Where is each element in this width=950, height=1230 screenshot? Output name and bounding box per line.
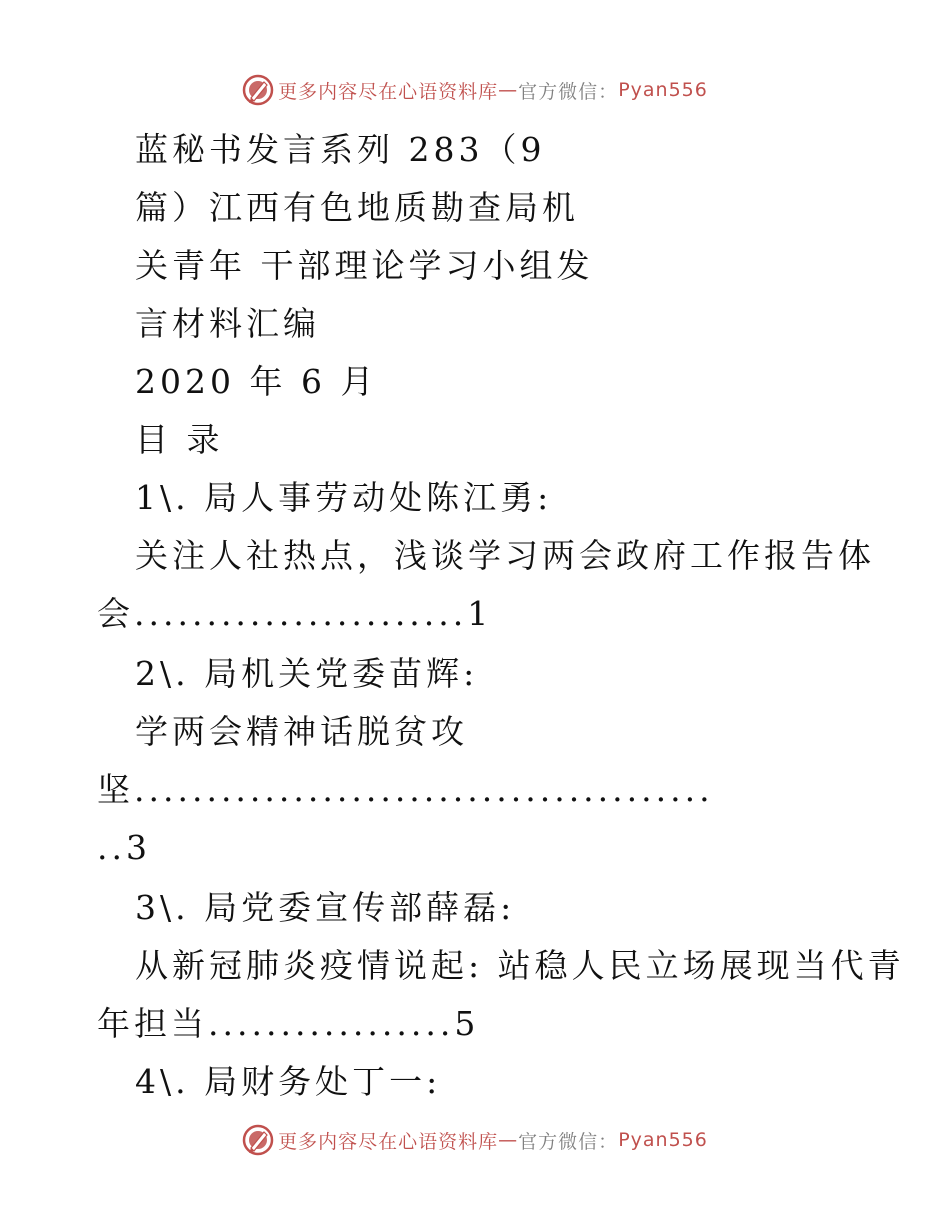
toc-entry-4-author: 4\. 局财务处丁一: (135, 1062, 442, 1101)
pen-logo-icon (242, 1124, 274, 1156)
toc-heading: 目 录 (135, 420, 224, 459)
header-watermark-banner (0, 70, 950, 110)
toc-entry-2-leader: 坚........................................ (97, 770, 714, 809)
toc-entry-2-author: 2\. 局机关党委苗辉: (135, 654, 479, 693)
footer-watermark-banner (0, 1120, 950, 1160)
toc-entry-2-page: ..3 (97, 828, 151, 867)
toc-entry-2-title: 学两会精神话脱贫攻 (135, 712, 468, 751)
banner-wechat-label: 官方微信： (518, 80, 619, 103)
title-line-4: 言材料汇编 (135, 304, 320, 343)
banner-main-text: 更多内容尽在心语资料库 (278, 80, 499, 103)
banner-separator: — (498, 79, 519, 101)
pen-logo-icon (242, 74, 274, 106)
title-line-1: 蓝秘书发言系列 283（9 (135, 130, 546, 169)
banner-wechat-label: 官方微信： (518, 1130, 619, 1153)
title-line-2: 篇）江西有色地质勘查局机 (135, 188, 579, 227)
toc-entry-3-leader: 年担当.................5 (97, 1004, 480, 1043)
toc-entry-1-leader: 会.......................1 (97, 594, 493, 633)
toc-entry-3-author: 3\. 局党委宣传部薛磊: (135, 888, 516, 927)
banner-separator: — (498, 1129, 519, 1151)
toc-entry-3-title: 从新冠肺炎疫情说起: 站稳人民立场展现当代青 (135, 946, 905, 985)
date-line: 2020 年 6 月 (135, 362, 378, 401)
banner-wechat-id: Pyan556 (618, 1129, 708, 1151)
banner-wechat-id: Pyan556 (618, 79, 708, 101)
title-line-3: 关青年 干部理论学习小组发 (135, 246, 594, 285)
toc-entry-1-title: 关注人社热点，浅谈学习两会政府工作报告体 (135, 536, 875, 575)
banner-main-text: 更多内容尽在心语资料库 (278, 1130, 499, 1153)
toc-entry-1-author: 1\. 局人事劳动处陈江勇: (135, 478, 553, 517)
